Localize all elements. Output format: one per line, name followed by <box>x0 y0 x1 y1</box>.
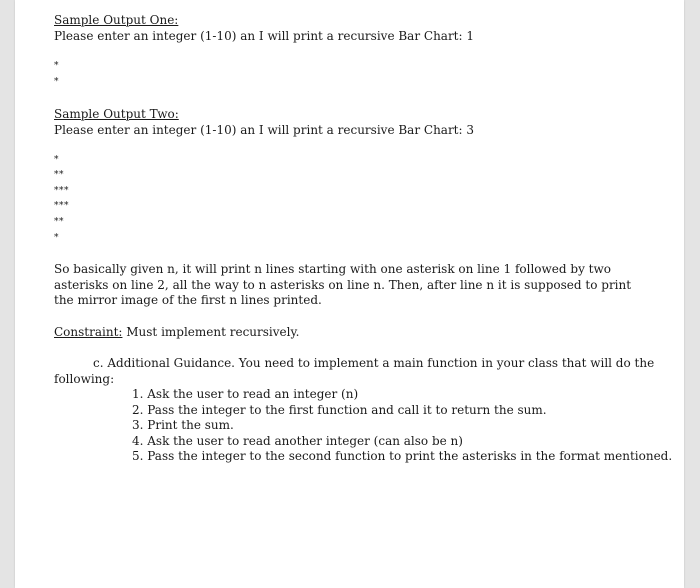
guidance-intro-continued: following: <box>54 372 115 386</box>
constraint-text: Must implement recursively. <box>122 325 300 339</box>
sample-one-star-line: * <box>54 61 59 71</box>
guidance-intro: c. Additional Guidance. You need to implement a main function in your class that will do the <box>93 356 655 370</box>
guidance-steps-list <box>132 387 672 465</box>
guidance-step: 2. Pass the integer to the first function and call it to return the sum. <box>132 402 547 417</box>
sample-two-heading: Sample Output Two: <box>54 107 179 121</box>
constraint-label: Constraint: <box>54 325 123 339</box>
sample-two-star-line: ** <box>54 217 64 227</box>
explanation-paragraph: So basically given n, it will print n lines starting with one asterisk on line 1 followed by two asterisks on line 2, all the way to n asterisks on line n. Then, after line n it is supposed to print the mirror image of the first n lines printed. <box>54 262 632 307</box>
document-page <box>15 0 684 588</box>
sample-one-star-line: * <box>54 77 59 87</box>
sample-one-prompt: Please enter an integer (1-10) an I will print a recursive Bar Chart: 1 <box>54 29 474 43</box>
sample-one-heading: Sample Output One: <box>54 13 179 27</box>
sample-two-star-line: ** <box>54 170 64 180</box>
sample-two-prompt: Please enter an integer (1-10) an I will print a recursive Bar Chart: 3 <box>54 123 474 137</box>
sample-two-star-line: * <box>54 155 59 165</box>
constraint-line <box>54 325 299 340</box>
sample-two-star-line: * <box>54 233 59 243</box>
document-body <box>15 0 684 588</box>
sample-two-star-line: *** <box>54 201 69 211</box>
guidance-step: 4. Ask the user to read another integer (can also be n) <box>132 433 463 448</box>
guidance-step: 1. Ask the user to read an integer (n) <box>132 387 359 401</box>
guidance-step: 5. Pass the integer to the second function to print the asterisks in the format mentioned. <box>132 449 673 463</box>
guidance-step: 3. Print the sum. <box>132 418 234 432</box>
sample-two-star-line: *** <box>54 186 69 196</box>
